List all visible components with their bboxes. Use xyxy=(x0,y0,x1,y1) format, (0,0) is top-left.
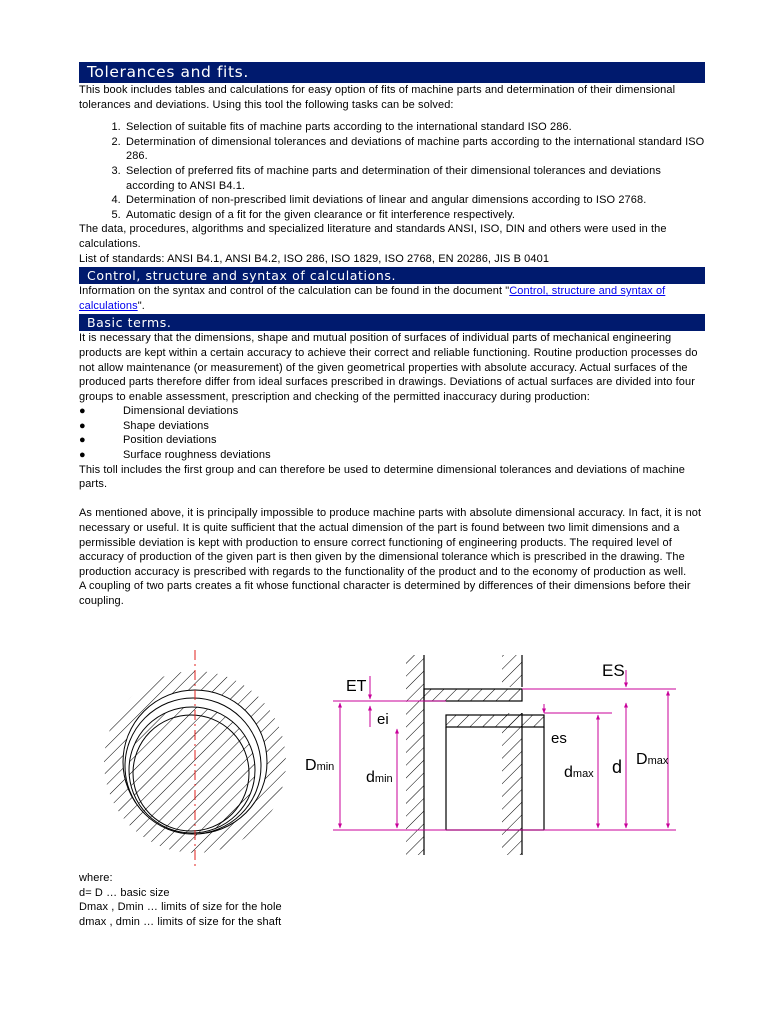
legend-line: dmax , dmin … limits of size for the shaft xyxy=(79,915,282,928)
list-item: 4. Determination of non-prescribed limit deviations of linear and angular dimensions according to ISO 2768. xyxy=(124,193,705,208)
list-item: 2. Determination of dimensional tolerances and deviations of machine parts according to the international standard ISO 286. xyxy=(124,135,705,164)
section-header-tolerances: Tolerances and fits. xyxy=(79,62,705,83)
coupling-paragraph: A coupling of two parts creates a fit whose functional character is determined by differences of their dimensions before their coupling. xyxy=(79,580,691,607)
hole-wall-hatching xyxy=(406,655,424,855)
label-et: ET xyxy=(346,678,367,695)
cross-section-view xyxy=(95,650,295,870)
bullet-icon: ● xyxy=(79,449,86,462)
label-es-upper: ES xyxy=(602,661,625,680)
bullet-text: Shape deviations xyxy=(123,419,209,432)
legend-line: Dmax , Dmin … limits of size for the hole xyxy=(79,901,282,914)
shaft-section xyxy=(129,707,255,833)
standards-list: List of standards: ANSI B4.1, ANSI B4.2, ISO 286, ISO 1829, ISO 2768, EN 20286, JIS B 0401 xyxy=(79,252,550,265)
label-basic-size: d xyxy=(612,757,623,777)
list-item: 1. Selection of suitable fits of machine parts according to the international standard ISO 286. xyxy=(124,120,705,135)
bullet-text: Dimensional deviations xyxy=(123,405,239,418)
list-item: 5. Automatic design of a fit for the given clearance or fit interference respectively. xyxy=(124,208,705,223)
hole-tolerance-zone xyxy=(424,689,522,701)
control-text: Information on the syntax and control of the calculation can be found in the document " xyxy=(79,285,510,298)
label-dmax-hole: Dmax xyxy=(636,751,669,768)
list-item: 3. Selection of preferred fits of machine parts and determination of their dimensional tolerances and deviations according to ANSI B4.1. xyxy=(124,164,705,193)
section-header-basic-terms: Basic terms. xyxy=(79,314,705,331)
legend xyxy=(79,871,679,929)
control-text-end: ". xyxy=(137,299,145,312)
legend-title: where: xyxy=(79,872,113,884)
section-header-control: Control, structure and syntax of calculations. xyxy=(79,267,705,284)
label-dmin-hole: Dmin xyxy=(305,757,335,774)
bullet-icon: ● xyxy=(79,405,86,418)
bullet-icon: ● xyxy=(79,419,86,432)
control-structure-link[interactable]: Control, structure and syntax of calculations xyxy=(79,285,666,312)
label-es-lower: es xyxy=(551,730,567,747)
label-dmax-shaft: dmax xyxy=(564,764,594,781)
label-dmin-shaft: dmin xyxy=(366,769,393,786)
data-note: The data, procedures, algorithms and specialized literature and standards ANSI, ISO, DIN and others were used in the calculations. xyxy=(79,223,667,250)
basic-terms-paragraph: It is necessary that the dimensions, shape and mutual position of surfaces of individual parts of mechanical engineering products are kept within a certain accuracy to achieve their correct and reliable functioning. Routine production processes do not allow maintenance (or measurement) of the given geometrical properties with absolute accuracy. Actual surfaces of the produced parts therefore differ from ideal surfaces prescribed in drawings. Deviations of actual surfaces are divided into four groups to enable assessment, prescription and checking of the permitted inaccuracy during production: xyxy=(79,332,698,403)
bullet-text: Surface roughness deviations xyxy=(123,449,271,462)
label-ei: ei xyxy=(377,711,389,728)
bullet-text: Position deviations xyxy=(123,434,217,447)
shaft-tolerance-zone xyxy=(446,715,544,727)
longitudinal-view xyxy=(406,655,544,855)
intro-paragraph: This book includes tables and calculations for easy option of fits of machine parts and determination of their dimensional tolerances and deviations. Using this tool the following tasks can be solved: xyxy=(79,84,676,111)
legend-line: d= D … basic size xyxy=(79,886,170,899)
bullet-icon: ● xyxy=(79,434,86,447)
tool-scope-paragraph: This toll includes the first group and can therefore be used to determine dimensional tolerances and deviations of machine parts. xyxy=(79,463,685,491)
accuracy-paragraph: As mentioned above, it is principally impossible to produce machine parts with absolute dimensional accuracy. In fact, it is not necessary or useful. It is quite sufficient that the actual dimension of the part is found between two limit dimensions and a permissible deviation is kept with production to ensure correct functioning of engineering products. The required level of accuracy of production of the given part is then given by the dimensional tolerance which is prescribed in the drawing. The production accuracy is prescribed with regards to the functionality of the product and to the economy of production as well. xyxy=(79,507,702,578)
